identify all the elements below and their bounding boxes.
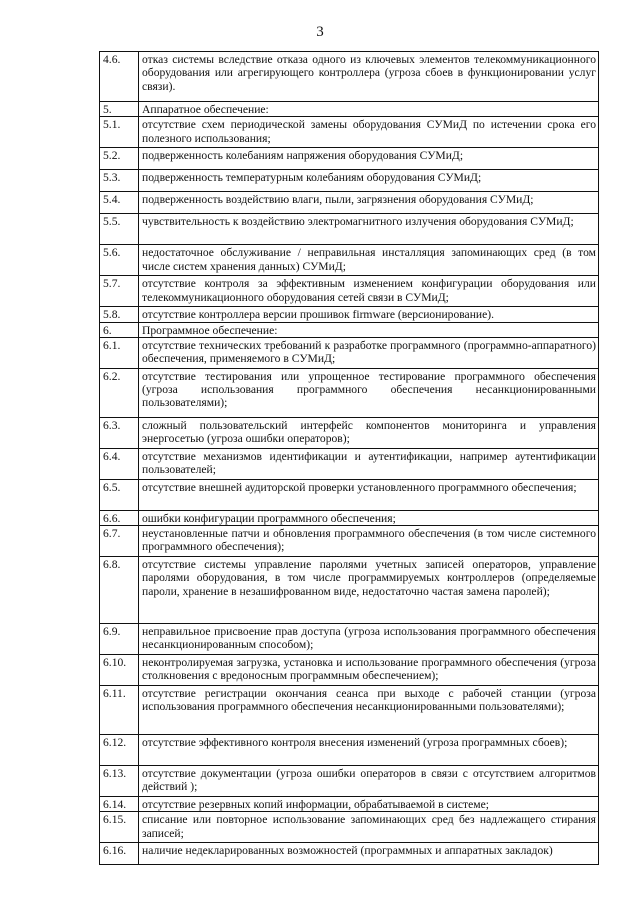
row-number: 4.6.: [100, 52, 139, 102]
row-number: 6.2.: [100, 368, 139, 417]
row-number: 6.8.: [100, 557, 139, 624]
row-number: 6.13.: [100, 766, 139, 797]
table-row: [100, 797, 599, 812]
row-number: 6.7.: [100, 526, 139, 557]
row-number: 6.4.: [100, 448, 139, 479]
table-row: [100, 766, 599, 797]
table-row: [100, 479, 599, 510]
row-text: сложный пользовательский интерфейс компонентов мониторинга и управления энергосетью (угроза ошибки операторов);: [139, 417, 599, 448]
row-text: списание или повторное использование запоминающих сред без надлежащего стирания записей;: [139, 812, 599, 843]
row-text: отсутствие схем периодической замены оборудования СУМиД по истечении срока его полезного использования;: [139, 117, 599, 148]
table-row: [100, 417, 599, 448]
row-text: неконтролируемая загрузка, установка и использование программного обеспечения (угроза столкновения с вредоносным программным обеспечением);: [139, 655, 599, 686]
row-text: отсутствие контроллера версии прошивок firmware (версионирование).: [139, 307, 599, 322]
row-text: подверженность воздействию влаги, пыли, загрязнения оборудования СУМиД;: [139, 192, 599, 214]
table-row: [100, 368, 599, 417]
vulnerability-table: [99, 51, 599, 865]
row-number: 6.12.: [100, 735, 139, 766]
table-row: [100, 307, 599, 322]
row-text: чувствительность к воздействию электромагнитного излучения оборудования СУМиД;: [139, 214, 599, 245]
row-number: 6.: [100, 322, 139, 337]
table-row: [100, 148, 599, 170]
table-row: [100, 686, 599, 735]
row-text: отсутствие механизмов идентификации и аутентификации, например аутентификации пользователей;: [139, 448, 599, 479]
row-text: Аппаратное обеспечение:: [139, 102, 599, 117]
row-text: подверженность колебаниям напряжения оборудования СУМиД;: [139, 148, 599, 170]
row-number: 6.14.: [100, 797, 139, 812]
row-number: 6.15.: [100, 812, 139, 843]
table-row: [100, 52, 599, 102]
row-text: отсутствие документации (угроза ошибки операторов в связи с отсутствием алгоритмов действий );: [139, 766, 599, 797]
table-row: [100, 624, 599, 655]
row-number: 6.11.: [100, 686, 139, 735]
row-text: недостаточное обслуживание / неправильная инсталляция запоминающих сред (в том числе систем хранения данных) СУМиД;: [139, 245, 599, 276]
row-number: 6.16.: [100, 843, 139, 865]
row-number: 6.10.: [100, 655, 139, 686]
table-row: [100, 245, 599, 276]
table-body: [100, 52, 599, 865]
table-row: [100, 337, 599, 368]
row-text: отказ системы вследствие отказа одного из ключевых элементов телекоммуникационного оборудования или агрегирующего контроллера (угроза сбоев в функционировании услуг связи).: [139, 52, 599, 102]
row-number: 6.6.: [100, 510, 139, 525]
row-number: 5.8.: [100, 307, 139, 322]
row-text: отсутствие внешней аудиторской проверки установленного программного обеспечения;: [139, 479, 599, 510]
row-number: 5.1.: [100, 117, 139, 148]
table-row: [100, 214, 599, 245]
row-text: отсутствие технических требований к разработке программного (программно-аппаратного) обеспечения, применяемого в СУМиД;: [139, 337, 599, 368]
row-number: 5.6.: [100, 245, 139, 276]
table-row: [100, 170, 599, 192]
row-text: ошибки конфигурации программного обеспечения;: [139, 510, 599, 525]
table-row: [100, 843, 599, 865]
table-row: [100, 655, 599, 686]
table-row: [100, 117, 599, 148]
row-number: 5.4.: [100, 192, 139, 214]
row-number: 6.5.: [100, 479, 139, 510]
table-row: [100, 102, 599, 117]
table-row: [100, 526, 599, 557]
row-number: 5.2.: [100, 148, 139, 170]
row-number: 6.9.: [100, 624, 139, 655]
row-text: отсутствие тестирования или упрощенное тестирование программного обеспечения (угроза использования программного обеспечения несанкционированными пользователями);: [139, 368, 599, 417]
row-number: 6.3.: [100, 417, 139, 448]
row-text: неправильное присвоение прав доступа (угроза использования программного обеспечения несанкционированным способом);: [139, 624, 599, 655]
table-row: [100, 557, 599, 624]
row-text: отсутствие эффективного контроля внесения изменений (угроза программных сбоев);: [139, 735, 599, 766]
row-text: отсутствие контроля за эффективным изменением конфигурации оборудования или телекоммуникационного оборудования сетей связи в СУМиД;: [139, 276, 599, 307]
table-row: [100, 812, 599, 843]
row-number: 5.3.: [100, 170, 139, 192]
row-text: наличие недекларированных возможностей (программных и аппаратных закладок): [139, 843, 599, 865]
table-row: [100, 448, 599, 479]
page-number: 3: [316, 24, 324, 40]
row-text: Программное обеспечение:: [139, 322, 599, 337]
row-text: отсутствие регистрации окончания сеанса при выходе с рабочей станции (угроза использования программного обеспечения несанкционированными пользователями);: [139, 686, 599, 735]
table-row: [100, 510, 599, 525]
row-text: подверженность температурным колебаниям оборудования СУМиД;: [139, 170, 599, 192]
row-number: 5.5.: [100, 214, 139, 245]
row-text: неустановленные патчи и обновления программного обеспечения (в том числе системного программного обеспечения);: [139, 526, 599, 557]
row-number: 6.1.: [100, 337, 139, 368]
row-text: отсутствие резервных копий информации, обрабатываемой в системе;: [139, 797, 599, 812]
row-text: отсутствие системы управление паролями учетных записей операторов, управление паролями оборудования, в том числе программируемых контроллеров (определяемые пароли, хранение в незашифрованном виде, недостаточно частая замена паролей);: [139, 557, 599, 624]
table-row: [100, 192, 599, 214]
table-row: [100, 322, 599, 337]
table-row: [100, 735, 599, 766]
table-row: [100, 276, 599, 307]
row-number: 5.7.: [100, 276, 139, 307]
row-number: 5.: [100, 102, 139, 117]
